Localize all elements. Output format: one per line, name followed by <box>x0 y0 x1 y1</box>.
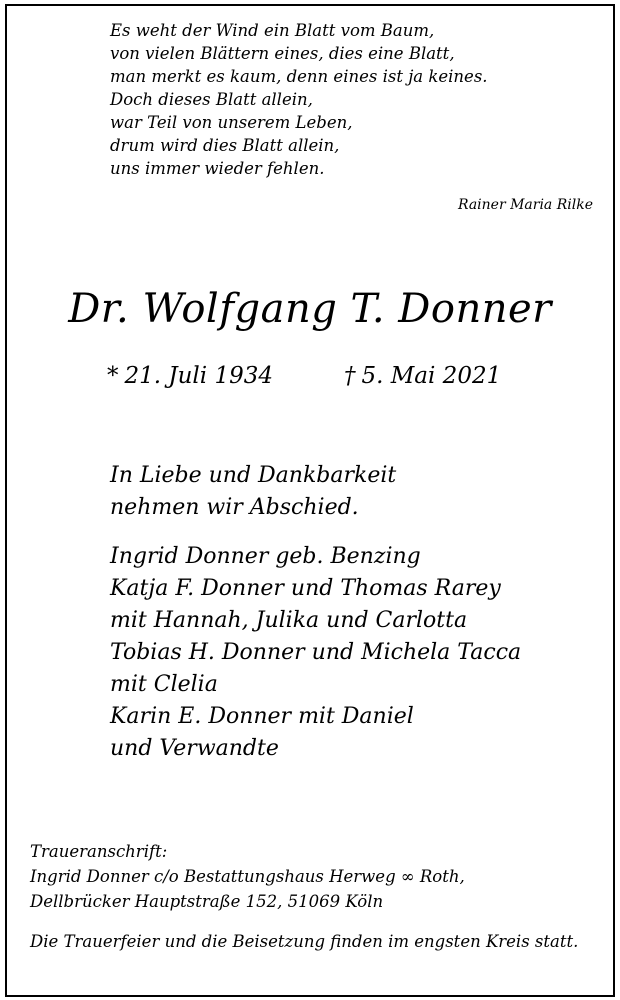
service-note-text: Die Trauerfeier und die Beisetzung finden im engsten Kreis statt. <box>30 932 579 951</box>
family-line: Ingrid Donner geb. Benzing <box>110 544 421 569</box>
poem-line: von vielen Blättern eines, dies eine Blatt, <box>110 44 455 63</box>
farewell-line: nehmen wir Abschied. <box>110 495 359 520</box>
birth-symbol: * <box>107 363 119 389</box>
farewell-line: In Liebe und Dankbarkeit <box>110 463 397 488</box>
family-line: Karin E. Donner mit Daniel <box>110 704 414 729</box>
deceased-name: Dr. Wolfgang T. Donner <box>68 286 552 332</box>
family-line: mit Hannah, Julika und Carlotta <box>110 608 468 633</box>
birth-date-value: 21. Juli 1934 <box>124 363 273 389</box>
farewell-text <box>110 460 396 524</box>
family-line: und Verwandte <box>110 736 279 761</box>
poem-line: Es weht der Wind ein Blatt vom Baum, <box>110 21 435 40</box>
poem-line: war Teil von unserem Leben, <box>110 113 353 132</box>
death-symbol: † <box>344 363 356 389</box>
poem-line: drum wird dies Blatt allein, <box>110 136 340 155</box>
death-date <box>344 363 501 389</box>
birth-date <box>107 363 273 389</box>
mourning-address-line: Ingrid Donner c/o Bestattungshaus Herweg ∞ Roth, <box>30 867 465 886</box>
death-date-value: 5. Mai 2021 <box>361 363 502 389</box>
mourning-address-line: Dellbrücker Hauptstraße 152, 51069 Köln <box>30 892 384 911</box>
mourning-address <box>30 839 465 914</box>
family-list <box>110 541 521 765</box>
poem <box>110 19 488 180</box>
poem-line: uns immer wieder fehlen. <box>110 159 325 178</box>
poem-line: Doch dieses Blatt allein, <box>110 90 313 109</box>
poem-line: man merkt es kaum, denn eines ist ja keines. <box>110 67 488 86</box>
family-line: mit Clelia <box>110 672 218 697</box>
family-line: Katja F. Donner und Thomas Rarey <box>110 576 501 601</box>
family-line: Tobias H. Donner und Michela Tacca <box>110 640 522 665</box>
service-note <box>30 929 602 954</box>
poem-author: Rainer Maria Rilke <box>457 197 593 213</box>
mourning-address-label: Traueranschrift: <box>30 842 168 861</box>
